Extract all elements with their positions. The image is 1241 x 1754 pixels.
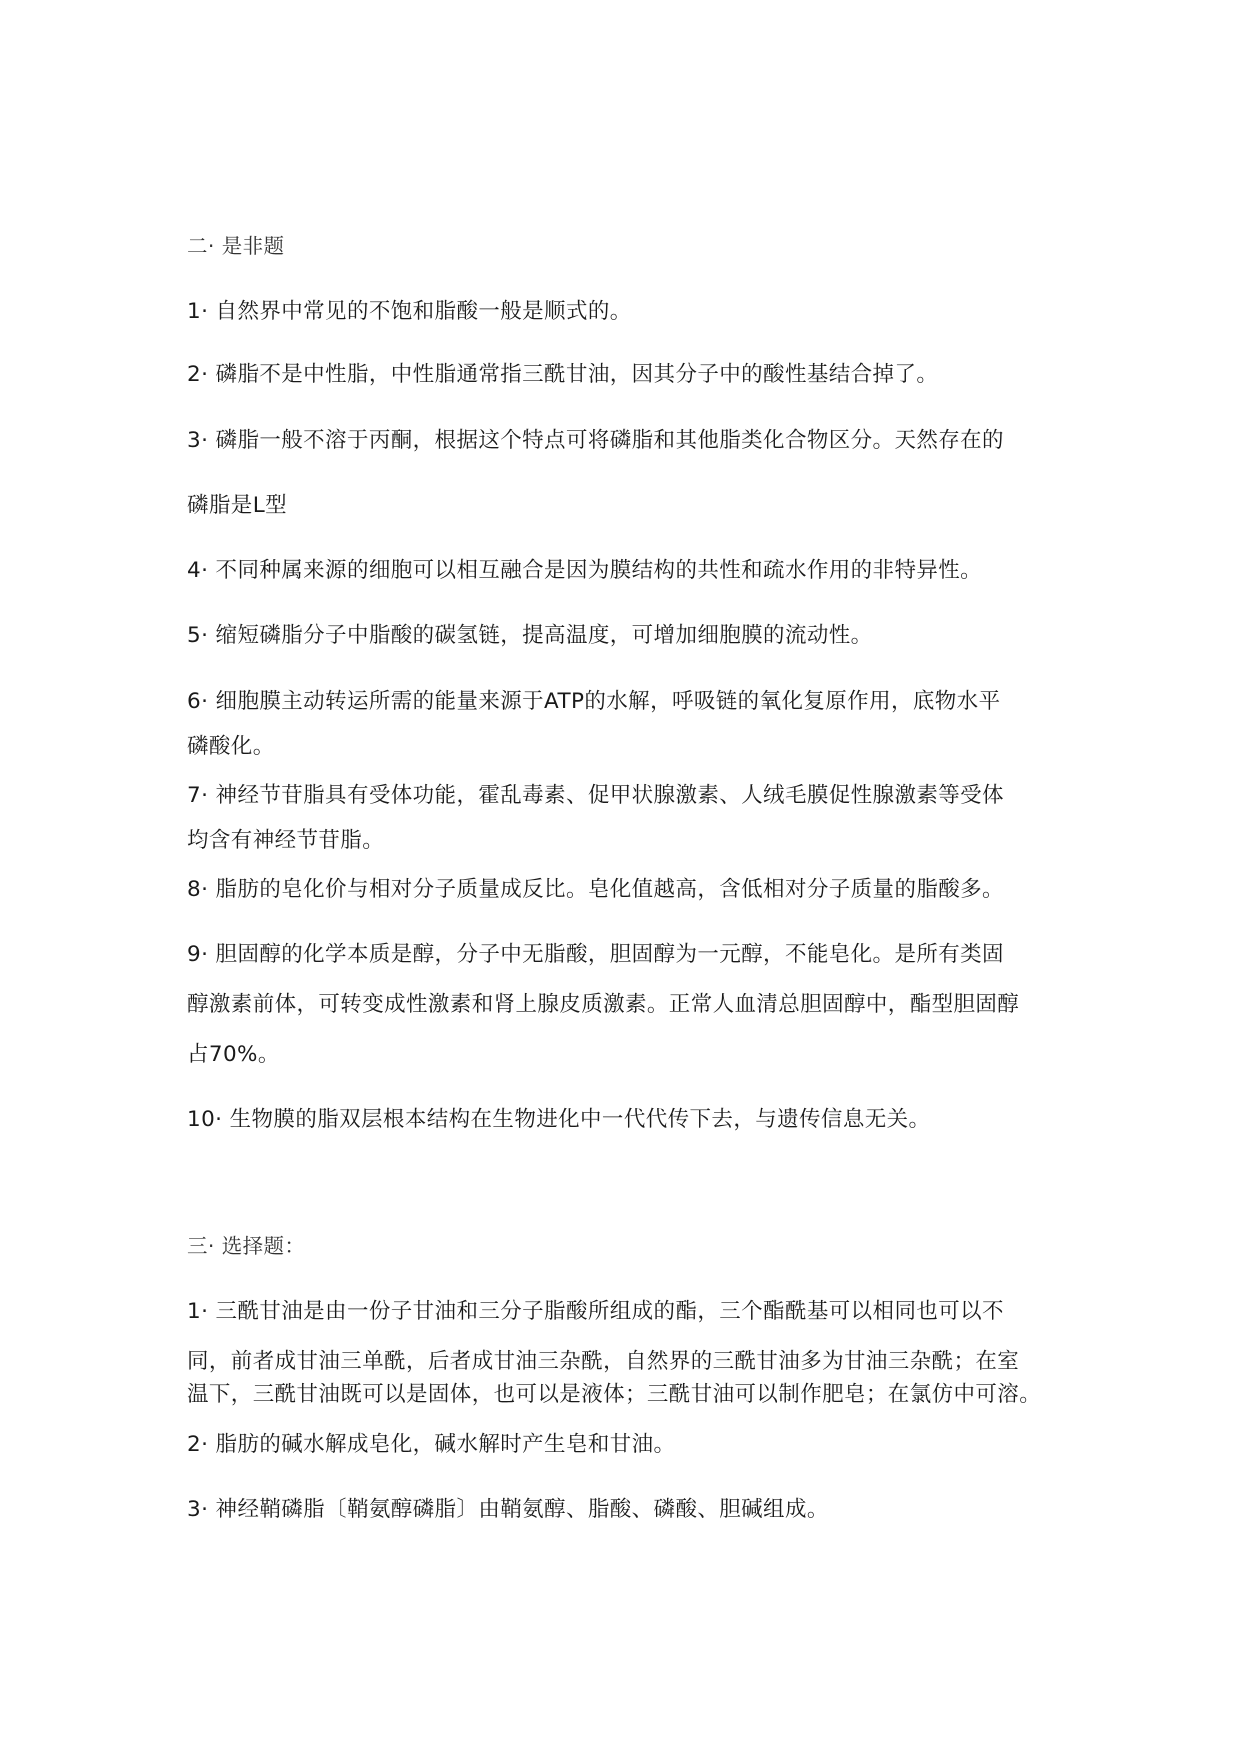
choice-1: 1· 三酰甘油是由一份子甘油和三分子脂酸所组成的酯，三个酯酰基可以相同也可以不 <box>187 1299 1004 1324</box>
statement-8: 8· 脂肪的皂化价与相对分子质量成反比。皂化值越高，含低相对分子质量的脂酸多。 <box>187 877 1004 902</box>
statement-6-cont: 磷酸化。 <box>187 734 275 759</box>
statement-5: 5· 缩短磷脂分子中脂酸的碳氢链，提高温度，可增加细胞膜的流动性。 <box>187 623 873 648</box>
choice-3: 3· 神经鞘磷脂〔鞘氨醇磷脂〕由鞘氨醇、脂酸、磷酸、胆碱组成。 <box>187 1497 829 1522</box>
section-heading: 三· 选择题： <box>187 1234 306 1258</box>
statement-1: 1· 自然界中常见的不饱和脂酸一般是顺式的。 <box>187 299 632 324</box>
statement-9-cont-2: 占70%。 <box>187 1042 280 1067</box>
statement-2: 2· 磷脂不是中性脂，中性脂通常指三酰甘油，因其分子中的酸性基结合掉了。 <box>187 362 939 387</box>
statement-7: 7· 神经节苷脂具有受体功能，霍乱毒素、促甲状腺激素、人绒毛膜促性腺激素等受体 <box>187 783 1004 808</box>
statement-3-cont: 磷脂是L型 <box>187 493 287 518</box>
choice-2: 2· 脂肪的碱水解成皂化，碱水解时产生皂和甘油。 <box>187 1432 676 1457</box>
choice-1-cont: 同，前者成甘油三单酰，后者成甘油三杂酰，自然界的三酰甘油多为甘油三杂酰；在室 <box>187 1349 1020 1374</box>
statement-9: 9· 胆固醇的化学本质是醇，分子中无脂酸，胆固醇为一元醇，不能皂化。是所有类固 <box>187 942 1004 967</box>
section-heading: 二· 是非题 <box>187 234 285 258</box>
statement-10: 10· 生物膜的脂双层根本结构在生物进化中一代代传下去，与遗传信息无关。 <box>187 1107 931 1132</box>
statement-6: 6· 细胞膜主动转运所需的能量来源于ATP的水解，呼吸链的氧化复原作用，底物水平 <box>187 689 1001 714</box>
statement-9-cont: 醇激素前体，可转变成性激素和肾上腺皮质激素。正常人血清总胆固醇中，酯型胆固醇 <box>187 992 1020 1017</box>
statement-4: 4· 不同种属来源的细胞可以相互融合是因为膜结构的共性和疏水作用的非特异性。 <box>187 558 983 583</box>
choice-1-cont-2: 温下，三酰甘油既可以是固体，也可以是液体；三酰甘油可以制作肥皂；在氯仿中可溶。 <box>187 1382 1042 1407</box>
statement-7-cont: 均含有神经节苷脂。 <box>187 828 385 853</box>
statement-3: 3· 磷脂一般不溶于丙酮，根据这个特点可将磷脂和其他脂类化合物区分。天然存在的 <box>187 428 1004 453</box>
